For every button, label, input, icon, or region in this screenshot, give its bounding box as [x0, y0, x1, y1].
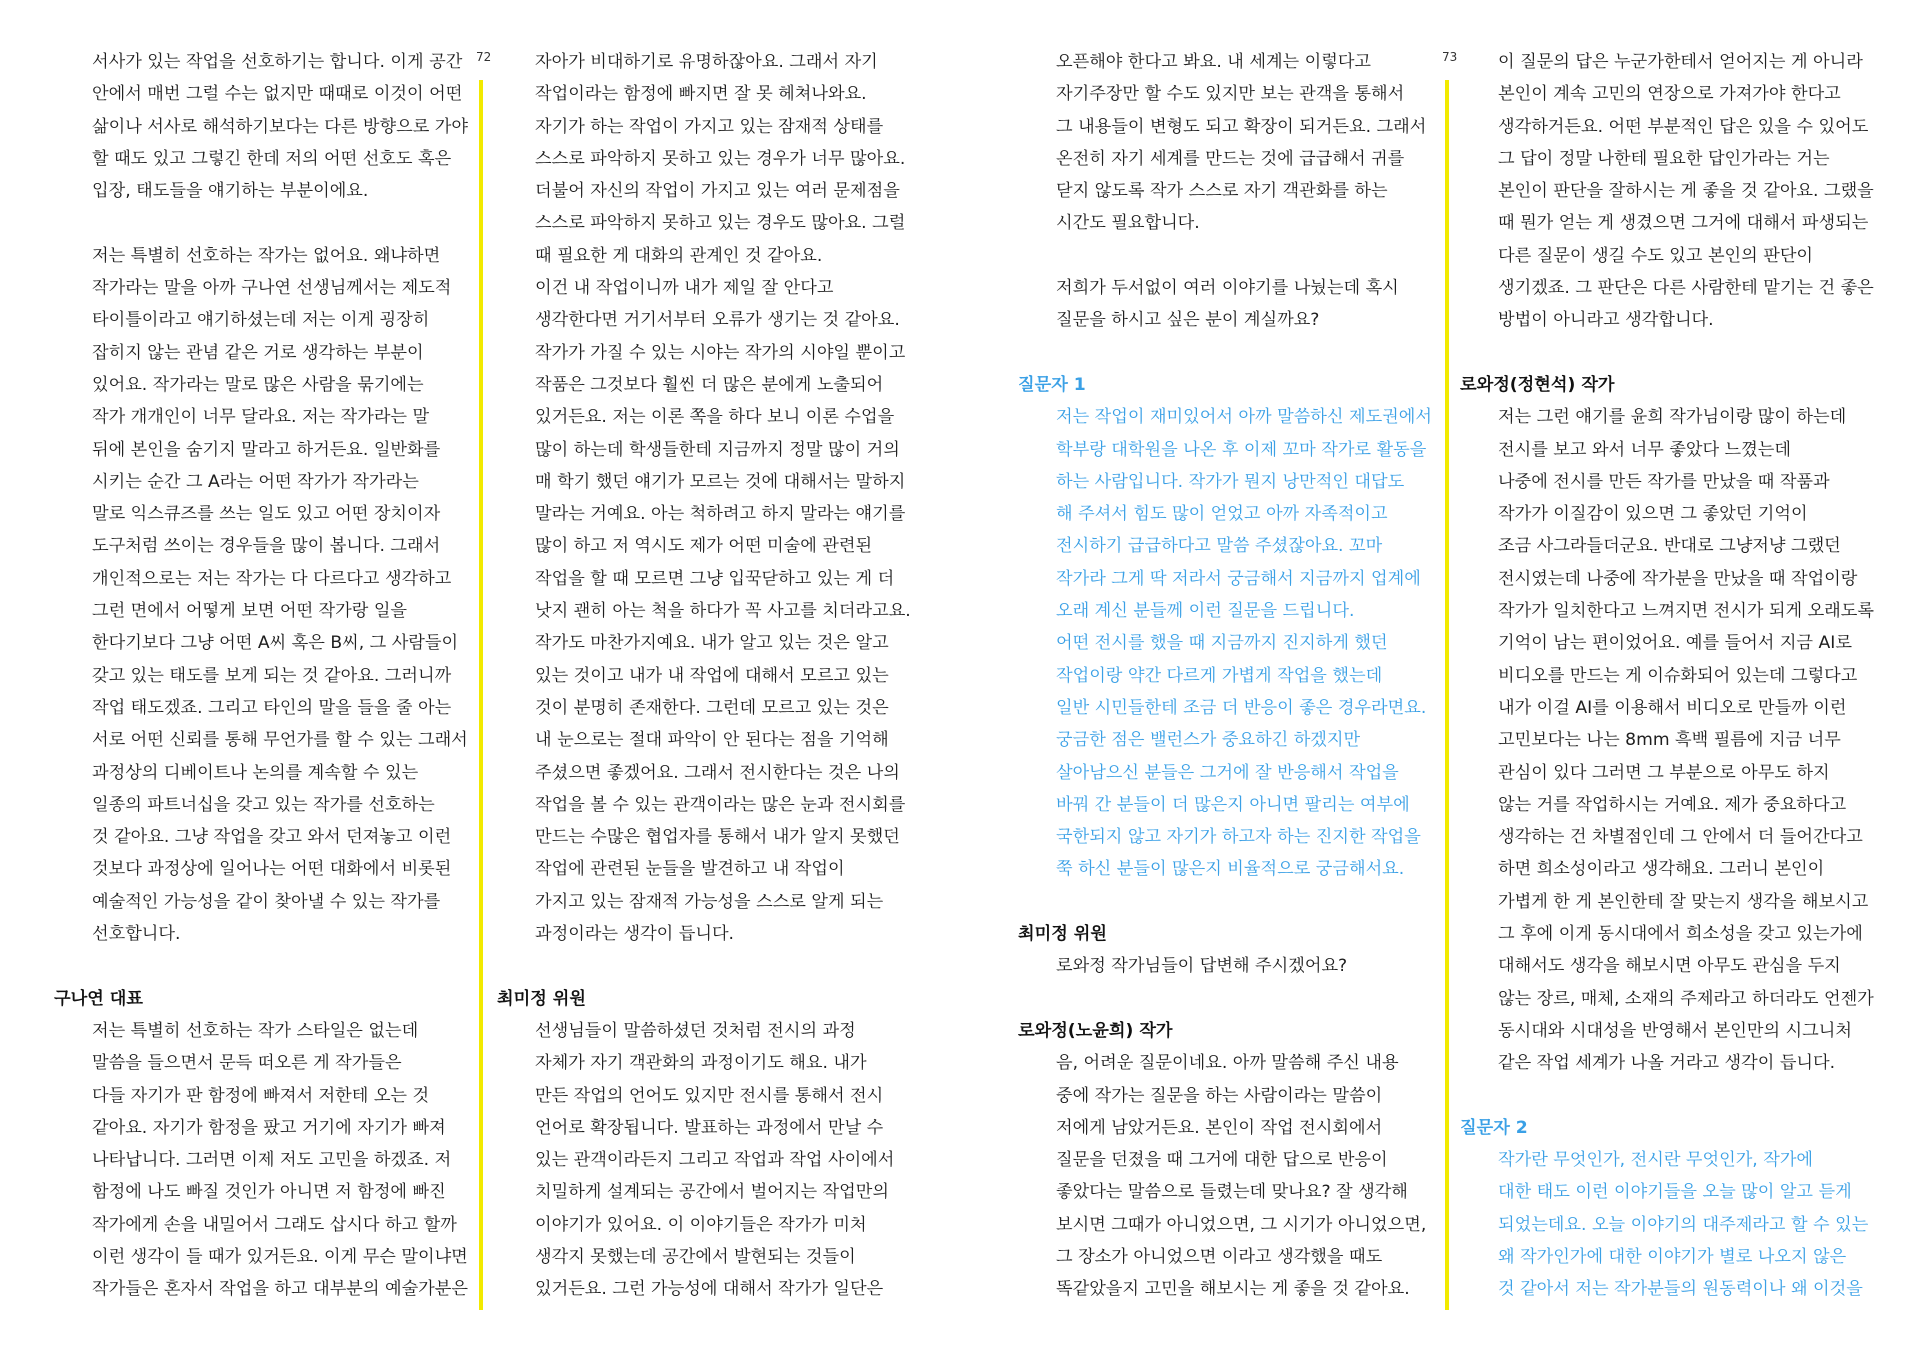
body-line: 고민보다는 나는 8mm 흑백 필름에 지금 너무	[1498, 730, 1841, 751]
body-line: 작업에 관련된 눈들을 발견하고 내 작업이	[535, 859, 845, 880]
question-line: 작업이랑 약간 다르게 가볍게 작업을 했는데	[1056, 665, 1383, 686]
left-page-accent-rule	[479, 80, 483, 1310]
body-line: 시간도 필요합니다.	[1056, 213, 1200, 234]
body-line: 말씀을 들으면서 문득 떠오른 게 작가들은	[92, 1053, 402, 1074]
question-line: 대한 태도 이런 이야기들을 오늘 많이 알고 듣게	[1498, 1182, 1852, 1203]
speaker-heading: 로와정(노윤희) 작가	[1018, 1020, 1173, 1041]
body-line: 과정이라는 생각이 듭니다.	[535, 924, 735, 945]
body-line: 작가가 이질감이 있으면 그 좋았던 기억이	[1498, 504, 1808, 525]
body-line: 낫지 괜히 아는 척을 하다가 꼭 사고를 치더라고요.	[535, 601, 911, 622]
column-1	[54, 46, 468, 1306]
body-line: 이런 생각이 들 때가 있거든요. 이게 무슨 말이냐면	[92, 1246, 468, 1267]
body-line: 도구처럼 쓰이는 경우들을 많이 봅니다. 그래서	[92, 536, 441, 557]
body-line: 선생님들이 말씀하셨던 것처럼 전시의 과정	[535, 1020, 856, 1041]
blank-line	[54, 950, 468, 982]
speaker-heading: 구나연 대표	[54, 988, 143, 1009]
body-line: 선호합니다.	[92, 924, 181, 945]
blank-line	[1018, 240, 1432, 272]
body-line: 있는 관객이라든지 그리고 작업과 작업 사이에서	[535, 1150, 895, 1171]
body-line: 작가들은 혼자서 작업을 하고 대부분의 예술가분은	[92, 1279, 468, 1300]
body-line: 비디오를 만드는 게 이슈화되어 있는데 그렇다고	[1498, 665, 1858, 686]
body-line: 만드는 수많은 협업자를 통해서 내가 알지 못했던	[535, 827, 900, 848]
body-line: 로와정 작가님들이 답변해 주시겠어요?	[1056, 956, 1348, 977]
body-line: 기억이 남는 편이었어요. 예를 들어서 지금 AI로	[1498, 633, 1852, 654]
body-line: 내가 이걸 AI를 이용해서 비디오로 만들까 이런	[1498, 697, 1847, 718]
question-line: 작가라 그게 딱 저라서 궁금해서 지금까지 업계에	[1056, 568, 1421, 589]
body-line: 관심이 있다 그러면 그 부분으로 아무도 하지	[1498, 762, 1830, 783]
question-line: 쭉 하신 분들이 많은지 비율적으로 궁금해서요.	[1056, 859, 1405, 880]
speaker-heading: 로와정(정현석) 작가	[1460, 374, 1615, 395]
body-line: 저는 그런 얘기를 윤희 작가님이랑 많이 하는데	[1498, 407, 1847, 428]
body-line: 생기겠죠. 그 판단은 다른 사람한테 맡기는 건 좋은	[1498, 278, 1874, 299]
body-line: 작업을 볼 수 있는 관객이라는 많은 눈과 전시회를	[535, 794, 906, 815]
body-line: 본인이 판단을 잘하시는 게 좋을 것 같아요. 그랬을	[1498, 181, 1874, 202]
body-line: 작가가 가질 수 있는 시야는 작가의 시야일 뿐이고	[535, 342, 906, 363]
question-line: 작가란 무엇인가, 전시란 무엇인가, 작가에	[1498, 1150, 1814, 1171]
question-line: 어떤 전시를 했을 때 지금까지 진지하게 했던	[1056, 633, 1388, 654]
body-line: 자기가 하는 작업이 가지고 있는 잠재적 상태를	[535, 116, 884, 137]
body-line: 있어요. 작가라는 말로 많은 사람을 묶기에는	[92, 374, 424, 395]
blank-line	[1018, 983, 1432, 1015]
body-line: 작가 개개인이 너무 달라요. 저는 작가라는 말	[92, 407, 430, 428]
blank-line	[54, 207, 468, 239]
body-line: 않는 거를 작업하시는 거예요. 제가 중요하다고	[1498, 794, 1847, 815]
body-line: 그 후에 이게 동시대에서 희소성을 갖고 있는가에	[1498, 924, 1863, 945]
page-number-left: 72	[476, 50, 492, 64]
body-line: 때 필요한 게 대화의 관계인 것 같아요.	[535, 245, 823, 266]
body-line: 개인적으로는 저는 작가는 다 다르다고 생각하고	[92, 568, 452, 589]
body-line: 똑같았을지 고민을 해보시는 게 좋을 것 같아요.	[1056, 1279, 1410, 1300]
body-line: 조금 사그라들더군요. 반대로 그냥저냥 그랬던	[1498, 536, 1841, 557]
body-line: 함정에 나도 빠질 것인가 아니면 저 함정에 빠진	[92, 1182, 446, 1203]
body-line: 때 뭔가 얻는 게 생겼으면 그거에 대해서 파생되는	[1498, 213, 1869, 234]
body-line: 것이 분명히 존재한다. 그런데 모르고 있는 것은	[535, 697, 889, 718]
question-line: 살아남으신 분들은 그거에 잘 반응해서 작업을	[1056, 762, 1399, 783]
body-line: 닫지 않도록 작가 스스로 자기 객관화를 하는	[1056, 181, 1388, 202]
body-line: 있거든요. 그런 가능성에 대해서 작가가 일단은	[535, 1279, 884, 1300]
body-line: 생각한다면 거기서부터 오류가 생기는 것 같아요.	[535, 310, 900, 331]
body-line: 매 학기 했던 얘기가 모르는 것에 대해서는 말하지	[535, 471, 906, 492]
question-line: 해 주셔서 힘도 많이 얻었고 아까 자족적이고	[1056, 504, 1388, 525]
body-line: 않는 장르, 매체, 소재의 주제라고 하더라도 언젠가	[1498, 988, 1874, 1009]
body-line: 것보다 과정상에 일어나는 어떤 대화에서 비롯된	[92, 859, 452, 880]
column-2	[497, 46, 911, 1306]
body-line: 있거든요. 저는 이론 쪽을 하다 보니 이론 수업을	[535, 407, 895, 428]
body-line: 더불어 자신의 작업이 가지고 있는 여러 문제점을	[535, 181, 900, 202]
body-line: 안에서 매번 그럴 수는 없지만 때때로 이것이 어떤	[92, 84, 463, 105]
body-line: 온전히 자기 세계를 만드는 것에 급급해서 귀를	[1056, 148, 1405, 169]
body-line: 서로 어떤 신뢰를 통해 무언가를 할 수 있는 그래서	[92, 730, 468, 751]
body-line: 스스로 파악하지 못하고 있는 경우도 많아요. 그럴	[535, 213, 906, 234]
speaker-heading: 최미정 위원	[1018, 924, 1107, 945]
body-line: 말로 익스큐즈를 쓰는 일도 있고 어떤 장치이자	[92, 504, 441, 525]
body-line: 나타납니다. 그러면 이제 저도 고민을 하겠죠. 저	[92, 1150, 452, 1171]
question-line: 국한되지 않고 자기가 하고자 하는 진지한 작업을	[1056, 827, 1421, 848]
question-line: 왜 작가인가에 대한 이야기가 별로 나오지 않은	[1498, 1246, 1847, 1267]
body-line: 가지고 있는 잠재적 가능성을 스스로 알게 되는	[535, 891, 884, 912]
body-line: 만든 작업의 언어도 있지만 전시를 통해서 전시	[535, 1085, 884, 1106]
body-line: 좋았다는 말씀으로 들렸는데 맞나요? 잘 생각해	[1056, 1182, 1408, 1203]
body-line: 본인이 계속 고민의 연장으로 가져가야 한다고	[1498, 84, 1841, 105]
body-line: 생각하거든요. 어떤 부분적인 답은 있을 수 있어도	[1498, 116, 1869, 137]
body-line: 생각지 못했는데 공간에서 발현되는 것들이	[535, 1246, 856, 1267]
question-line: 학부랑 대학원을 나온 후 이제 꼬마 작가로 활동을	[1056, 439, 1427, 460]
body-line: 대해서도 생각을 해보시면 아무도 관심을 두지	[1498, 956, 1841, 977]
body-line: 자체가 자기 객관화의 과정이기도 해요. 내가	[535, 1053, 867, 1074]
body-line: 같은 작업 세계가 나올 거라고 생각이 듭니다.	[1498, 1053, 1836, 1074]
body-line: 언어로 확장됩니다. 발표하는 과정에서 만날 수	[535, 1117, 884, 1138]
body-line: 하면 희소성이라고 생각해요. 그러니 본인이	[1498, 859, 1825, 880]
body-line: 작가가 일치한다고 느껴지면 전시가 되게 오래도록	[1498, 601, 1874, 622]
body-line: 오픈해야 한다고 봐요. 내 세계는 이렇다고	[1056, 52, 1372, 72]
questioner-heading: 질문자 1	[1018, 374, 1086, 395]
body-line: 같아요. 자기가 함정을 팠고 거기에 자기가 빠져	[92, 1117, 446, 1138]
body-line: 작품은 그것보다 훨씬 더 많은 분에게 노출되어	[535, 374, 884, 395]
body-line: 음, 어려운 질문이네요. 아까 말씀해 주신 내용	[1056, 1053, 1399, 1074]
body-line: 작가에게 손을 내밀어서 그래도 삽시다 하고 할까	[92, 1214, 457, 1235]
body-line: 동시대와 시대성을 반영해서 본인만의 시그니처	[1498, 1020, 1852, 1041]
body-line: 작가라는 말을 아까 구나연 선생님께서는 제도적	[92, 278, 452, 299]
body-line: 이건 내 작업이니까 내가 제일 잘 안다고	[535, 278, 834, 299]
body-line: 스스로 파악하지 못하고 있는 경우가 너무 많아요.	[535, 148, 906, 169]
body-line: 한다기보다 그냥 어떤 A씨 혹은 B씨, 그 사람들이	[92, 633, 459, 654]
body-line: 이 질문의 답은 누군가한테서 얻어지는 게 아니라	[1498, 52, 1863, 72]
body-line: 그 답이 정말 나한테 필요한 답인가라는 거는	[1498, 148, 1830, 169]
body-line: 할 때도 있고 그렇긴 한데 저의 어떤 선호도 혹은	[92, 148, 452, 169]
question-line: 것 같아서 저는 작가분들의 원동력이나 왜 이것을	[1498, 1279, 1863, 1300]
body-line: 예술적인 가능성을 같이 찾아낼 수 있는 작가를	[92, 891, 441, 912]
body-line: 말라는 거예요. 아는 척하려고 하지 말라는 얘기를	[535, 504, 906, 525]
body-line: 많이 하는데 학생들한테 지금까지 정말 많이 거의	[535, 439, 900, 460]
question-line: 전시하기 급급하다고 말씀 주셨잖아요. 꼬마	[1056, 536, 1383, 557]
body-line: 있는 것이고 내가 내 작업에 대해서 모르고 있는	[535, 665, 889, 686]
body-line: 시키는 순간 그 A라는 어떤 작가가 작가라는	[92, 471, 419, 492]
body-line: 것 같아요. 그냥 작업을 갖고 와서 던져놓고 이런	[92, 827, 452, 848]
body-line: 갖고 있는 태도를 보게 되는 것 같아요. 그러니까	[92, 665, 452, 686]
body-line: 방법이 아니라고 생각합니다.	[1498, 310, 1714, 331]
questioner-heading: 질문자 2	[1460, 1117, 1528, 1138]
body-line: 질문을 던졌을 때 그거에 대한 답으로 반응이	[1056, 1150, 1388, 1171]
body-line: 작가도 마찬가지예요. 내가 알고 있는 것은 알고	[535, 633, 889, 654]
question-line: 궁금한 점은 밸런스가 중요하긴 하겠지만	[1056, 730, 1361, 751]
body-line: 전시였는데 나중에 작가분을 만났을 때 작업이랑	[1498, 568, 1858, 589]
body-line: 일종의 파트너십을 갖고 있는 작가를 선호하는	[92, 794, 435, 815]
body-line: 보시면 그때가 아니었으면, 그 시기가 아니었으면,	[1056, 1214, 1427, 1235]
body-line: 생각하는 건 차별점인데 그 안에서 더 들어간다고	[1498, 827, 1863, 848]
speaker-heading: 최미정 위원	[497, 988, 586, 1009]
body-line: 작업이라는 함정에 빠지면 잘 못 헤쳐나와요.	[535, 84, 867, 105]
body-line: 내 눈으로는 절대 파악이 안 된다는 점을 기억해	[535, 730, 889, 751]
blank-line	[1018, 886, 1432, 918]
body-line: 잡히지 않는 관념 같은 거로 생각하는 부분이	[92, 342, 424, 363]
body-line: 그 내용들이 변형도 되고 확장이 되거든요. 그래서	[1056, 116, 1427, 137]
blank-line	[1460, 337, 1874, 369]
body-line: 다른 질문이 생길 수도 있고 본인의 판단이	[1498, 245, 1814, 266]
body-line: 저는 특별히 선호하는 작가는 없어요. 왜냐하면	[92, 245, 441, 266]
question-line: 바꿔 간 분들이 더 많은지 아니면 팔리는 여부에	[1056, 794, 1410, 815]
body-line: 질문을 하시고 싶은 분이 계실까요?	[1056, 310, 1320, 331]
body-line: 전시를 보고 와서 너무 좋았다 느꼈는데	[1498, 439, 1791, 460]
body-line: 저는 특별히 선호하는 작가 스타일은 없는데	[92, 1020, 419, 1041]
question-line: 저는 작업이 재미있어서 아까 말씀하신 제도권에서	[1056, 407, 1432, 428]
body-line: 나중에 전시를 만든 작가를 만났을 때 작품과	[1498, 471, 1830, 492]
body-line: 삶이나 서사로 해석하기보다는 다른 방향으로 가야	[92, 116, 468, 137]
column-4	[1460, 46, 1874, 1306]
body-line: 다들 자기가 판 함정에 빠져서 저한테 오는 것	[92, 1085, 430, 1106]
body-line: 작업 태도겠죠. 그리고 타인의 말을 들을 줄 아는	[92, 697, 452, 718]
right-page-accent-rule	[1445, 80, 1449, 1310]
body-line: 저에게 남았거든요. 본인이 작업 전시회에서	[1056, 1117, 1383, 1138]
body-line: 타이틀이라고 얘기하셨는데 저는 이게 굉장히	[92, 310, 430, 331]
body-line: 뒤에 본인을 숨기지 말라고 하거든요. 일반화를	[92, 439, 441, 460]
body-line: 주셨으면 좋겠어요. 그래서 전시한다는 것은 나의	[535, 762, 900, 783]
question-line: 오래 계신 분들께 이런 질문을 드립니다.	[1056, 601, 1355, 622]
body-line: 저희가 두서없이 여러 이야기를 나눴는데 혹시	[1056, 278, 1399, 299]
body-line: 그런 면에서 어떻게 보면 어떤 작가랑 일을	[92, 601, 408, 622]
body-line: 중에 작가는 질문을 하는 사람이라는 말씀이	[1056, 1085, 1383, 1106]
blank-line	[1460, 1080, 1874, 1112]
question-line: 일반 시민들한테 조금 더 반응이 좋은 경우라면요.	[1056, 697, 1427, 718]
page-number-right: 73	[1442, 50, 1458, 64]
body-line: 이야기가 있어요. 이 이야기들은 작가가 미처	[535, 1214, 867, 1235]
column-3	[1018, 46, 1432, 1306]
question-line: 되었는데요. 오늘 이야기의 대주제라고 할 수 있는	[1498, 1214, 1869, 1235]
blank-line	[1018, 337, 1432, 369]
body-line: 입장, 태도들을 얘기하는 부분이에요.	[92, 181, 369, 202]
body-line: 그 장소가 아니었으면 이라고 생각했을 때도	[1056, 1246, 1383, 1267]
body-line: 치밀하게 설계되는 공간에서 벌어지는 작업만의	[535, 1182, 889, 1203]
body-line: 많이 하고 저 역시도 제가 어떤 미술에 관련된	[535, 536, 873, 557]
body-line: 자기주장만 할 수도 있지만 보는 관객을 통해서	[1056, 84, 1405, 105]
body-line: 서사가 있는 작업을 선호하기는 합니다. 이게 공간	[92, 52, 463, 72]
blank-line	[497, 950, 911, 982]
body-line: 자아가 비대하기로 유명하잖아요. 그래서 자기	[535, 52, 878, 72]
body-line: 과정상의 디베이트나 논의를 계속할 수 있는	[92, 762, 419, 783]
body-line: 작업을 할 때 모르면 그냥 입꾹닫하고 있는 게 더	[535, 568, 895, 589]
body-line: 가볍게 한 게 본인한테 잘 맞는지 생각을 해보시고	[1498, 891, 1869, 912]
question-line: 하는 사람입니다. 작가가 뭔지 낭만적인 대답도	[1056, 471, 1405, 492]
